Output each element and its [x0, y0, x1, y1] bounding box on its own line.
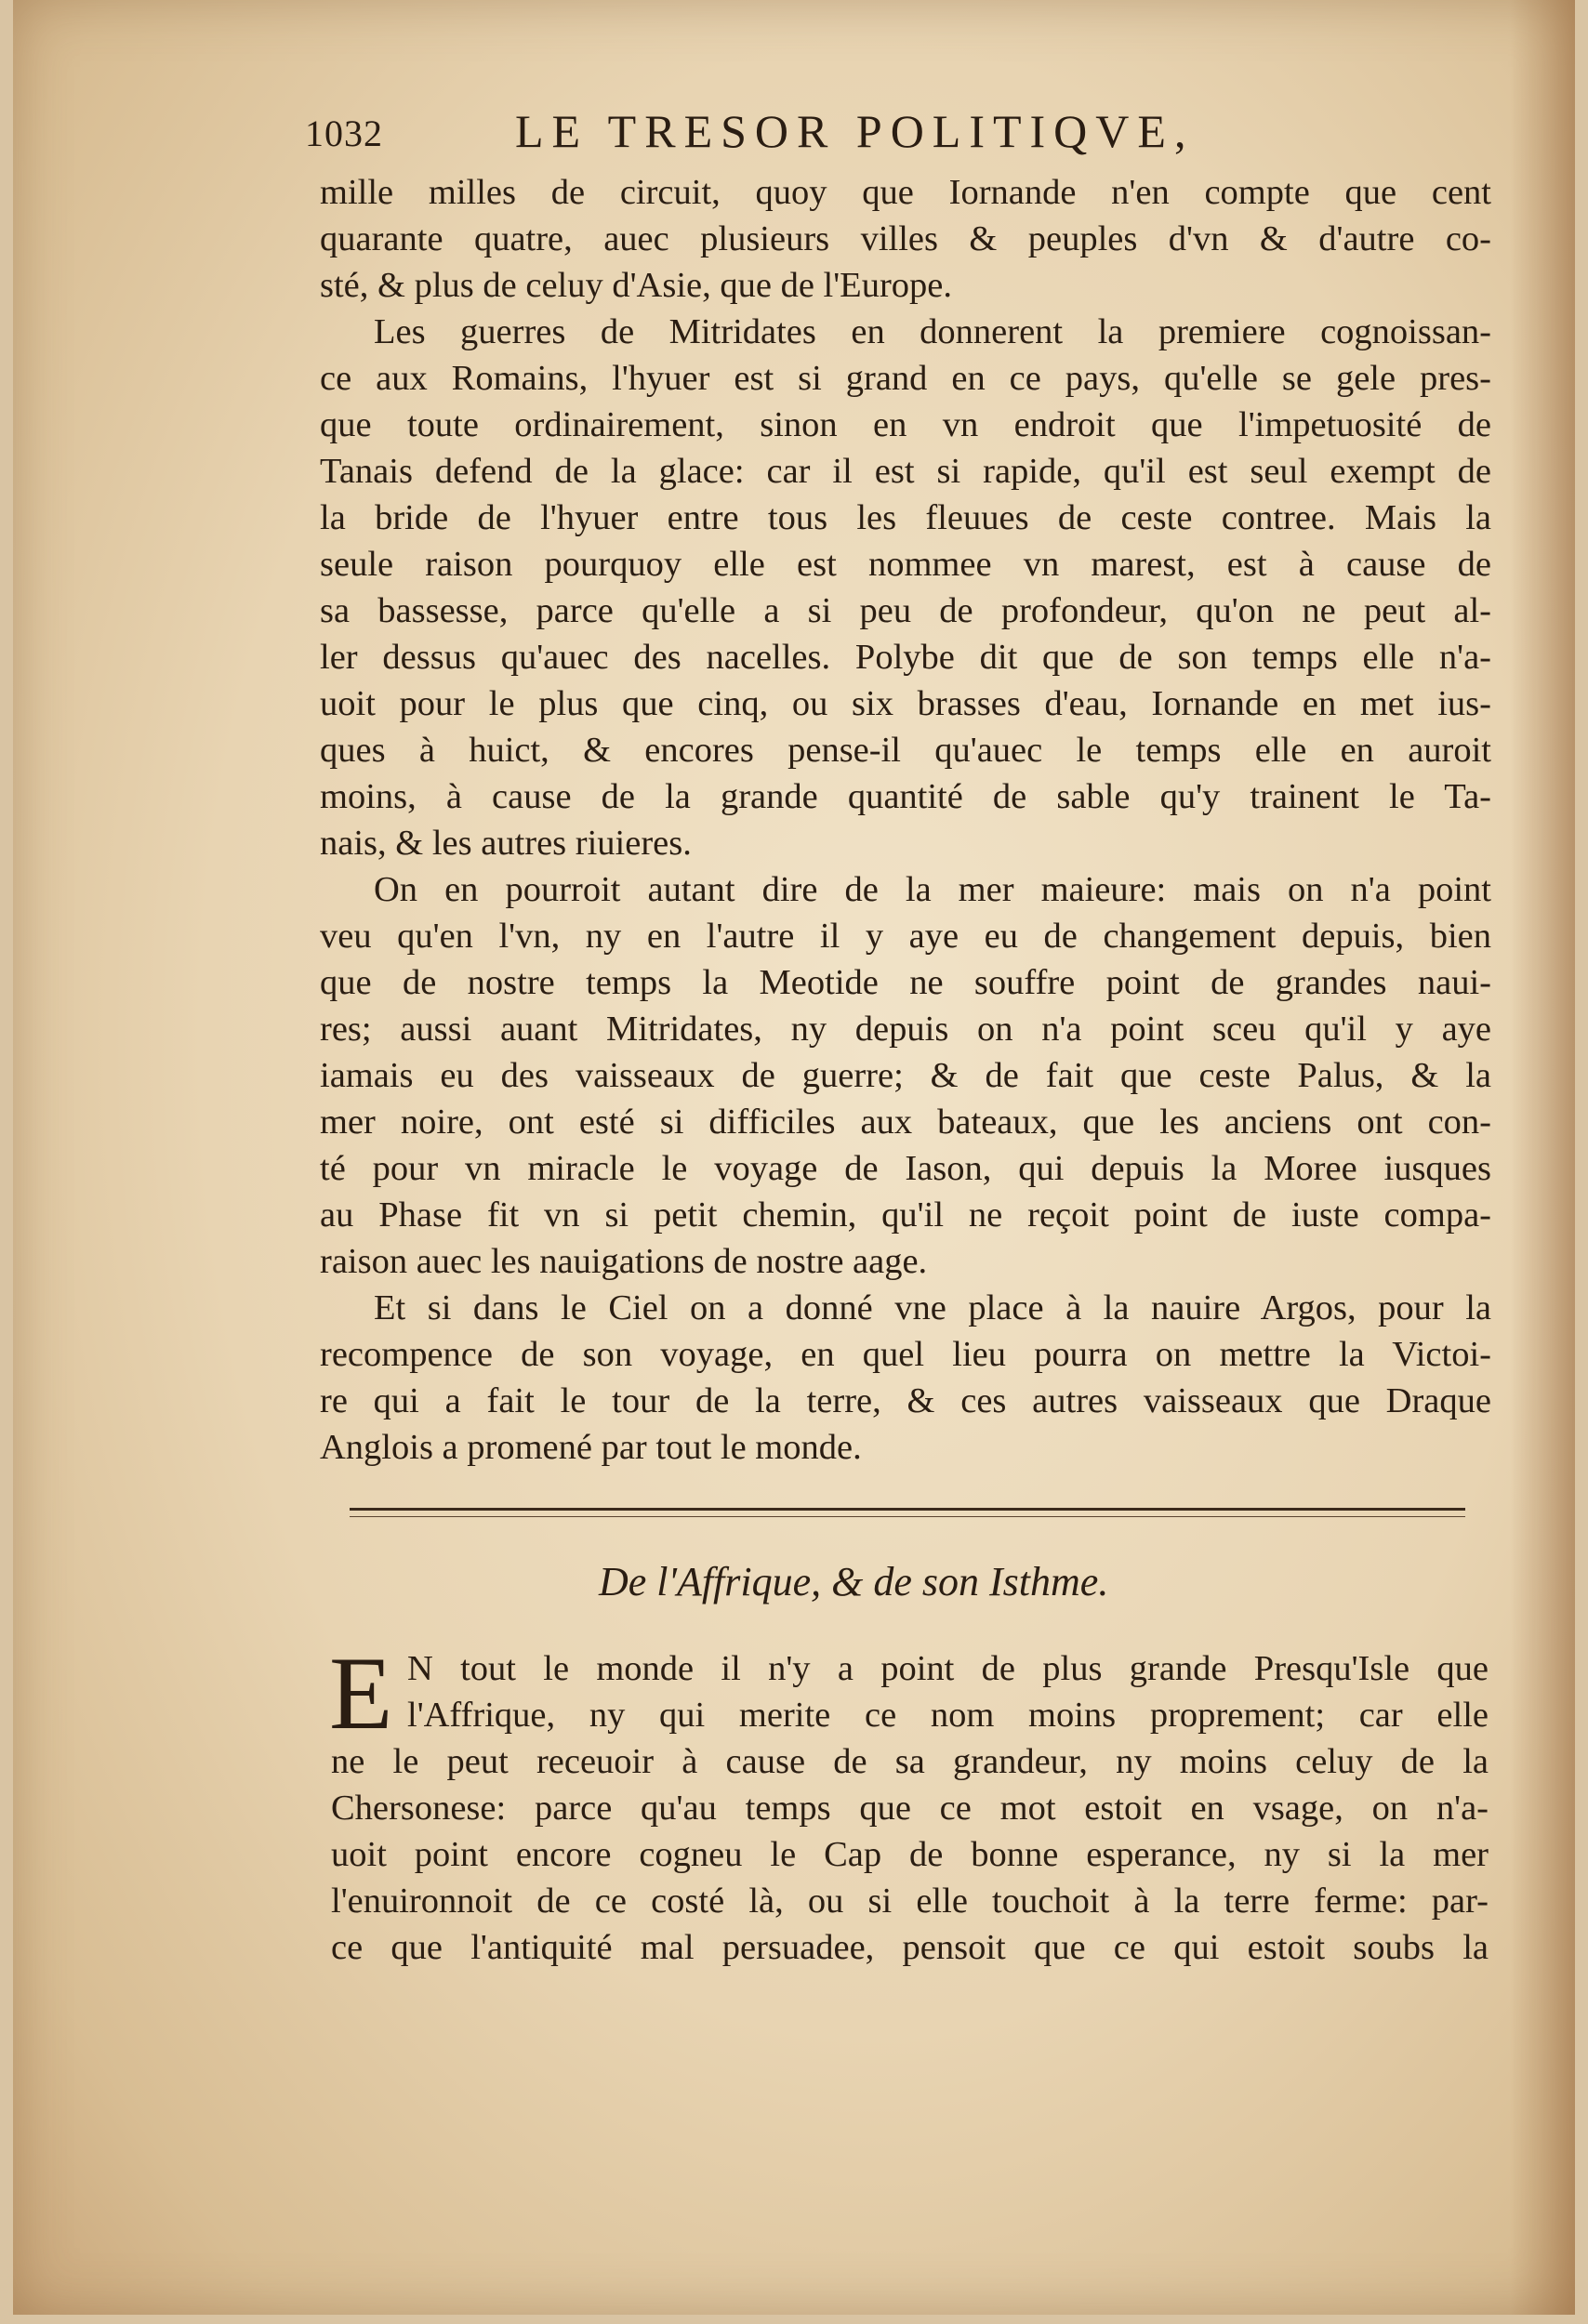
text-line: sa bassesse, parce qu'elle a si peu de profondeur, qu'on ne peut al- [320, 591, 1491, 630]
text-line: veu qu'en l'vn, ny en l'autre il y aye eu de changement depuis, bien [320, 917, 1491, 956]
text-line: On en pourroit autant dire de la mer maieure: mais on n'a point [374, 870, 1491, 909]
text-line: Chersonese: parce qu'au temps que ce mot estoit en vsage, on n'a- [331, 1789, 1489, 1828]
text-line: l'Affrique, ny qui merite ce nom moins proprement; car elle [407, 1696, 1489, 1735]
text-line: mille milles de circuit, quoy que Iornande n'en compte que cent [320, 173, 1491, 212]
text-line: Les guerres de Mitridates en donnerent la premiere cognoissan- [374, 312, 1491, 351]
running-title: LE TRESOR POLITIQVE, [515, 105, 1195, 157]
text-line: que toute ordinairement, sinon en vn endroit que l'impetuosité de [320, 405, 1491, 444]
drop-cap: E [329, 1636, 393, 1751]
section-divider [350, 1508, 1465, 1517]
text-line: ce aux Romains, l'hyuer est si grand en ce pays, qu'elle se gele pres- [320, 359, 1491, 398]
text-line: Anglois a promené par tout le monde. [320, 1428, 862, 1467]
text-line: Tanais defend de la glace: car il est si rapide, qu'il est seul exempt de [320, 452, 1491, 491]
text-line: moins, à cause de la grande quantité de sable qu'y trainent le Ta- [320, 777, 1491, 816]
text-line: uoit pour le plus que cinq, ou six brasses d'eau, Iornande en met ius- [320, 684, 1491, 723]
text-line: raison auec les nauigations de nostre aage. [320, 1242, 928, 1281]
text-line: au Phase fit vn si petit chemin, qu'il ne reçoit point de iuste compa- [320, 1195, 1491, 1235]
text-line: iamais eu des vaisseaux de guerre; & de fait que ceste Palus, & la [320, 1056, 1491, 1095]
text-line: nais, & les autres riuieres. [320, 824, 692, 863]
text-line: re qui a fait le tour de la terre, & ces autres vaisseaux que Draque [320, 1381, 1491, 1420]
text-line: ce que l'antiquité mal persuadee, pensoit que ce qui estoit soubs la [331, 1928, 1489, 1967]
text-line: l'enuironnoit de ce costé là, ou si elle touchoit à la terre ferme: par- [331, 1882, 1489, 1921]
text-line: sté, & plus de celuy d'Asie, que de l'Europe. [320, 266, 952, 305]
text-line: ques à huict, & encores pense-il qu'auec le temps elle en auroit [320, 731, 1491, 770]
text-line: Et si dans le Ciel on a donné vne place à la nauire Argos, pour la [374, 1288, 1491, 1327]
text-line: res; aussi auant Mitridates, ny depuis on n'a point sceu qu'il y aye [320, 1010, 1491, 1049]
main-text-block [320, 169, 1491, 1471]
text-line: que de nostre temps la Meotide ne souffre point de grandes naui- [320, 963, 1491, 1002]
book-page [13, 0, 1575, 2315]
text-line: mer noire, ont esté si difficiles aux bateaux, que les anciens ont con- [320, 1103, 1491, 1142]
text-line: té pour vn miracle le voyage de Iason, qui depuis la Moree iusques [320, 1149, 1491, 1188]
text-line: ler dessus qu'auec des nacelles. Polybe dit que de son temps elle n'a- [320, 638, 1491, 677]
text-line: la bride de l'hyuer entre tous les fleuues de ceste contree. Mais la [320, 498, 1491, 537]
section-text-block [329, 1636, 1489, 1971]
text-line: N tout le monde il n'y a point de plus grande Presqu'Isle que [407, 1649, 1489, 1688]
text-line: recompence de son voyage, en quel lieu pourra on mettre la Victoi- [320, 1335, 1491, 1374]
text-line: seule raison pourquoy elle est nommee vn marest, est à cause de [320, 545, 1491, 584]
text-line: ne le peut receuoir à cause de sa grandeur, ny moins celuy de la [331, 1742, 1489, 1781]
page-number: 1032 [305, 112, 383, 154]
page-header [292, 104, 1501, 160]
text-line: uoit point encore cogneu le Cap de bonne esperance, ny si la mer [331, 1835, 1489, 1874]
section-title: De l'Affrique, & de son Isthme. [599, 1559, 1109, 1604]
text-line: quarante quatre, auec plusieurs villes & peuples d'vn & d'autre co- [320, 219, 1491, 258]
